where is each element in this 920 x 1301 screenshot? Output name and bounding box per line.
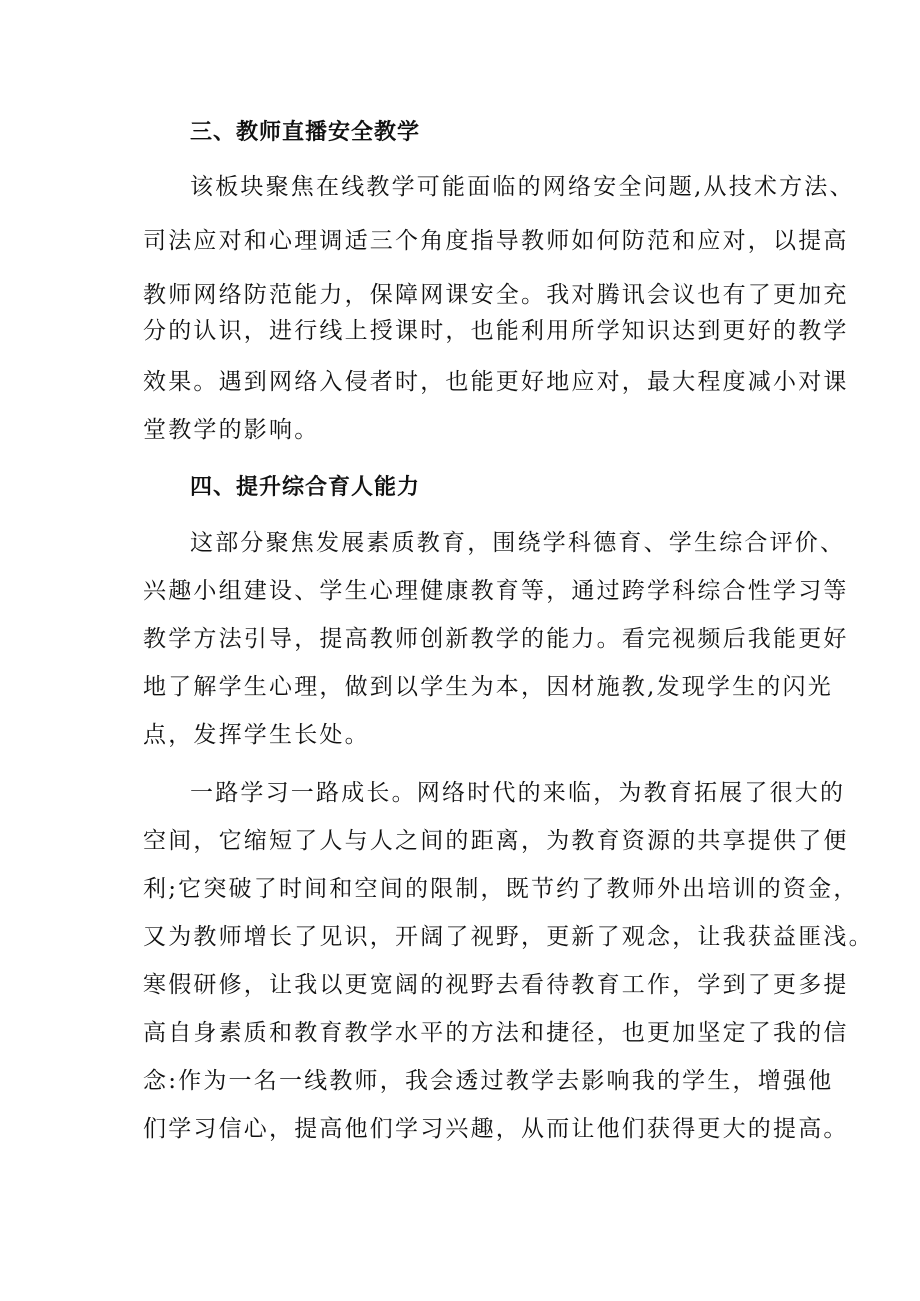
paragraph-line: 们学习信心，提高他们学习兴趣，从而让他们获得更大的提高。 (143, 1116, 849, 1142)
paragraph-line: 地了解学生心理，做到以学生为本，因材施教,发现学生的闪光 (143, 674, 833, 700)
paragraph-line: 又为教师增长了见识，开阔了视野，更新了观念，让我获益匪浅。 (143, 924, 874, 950)
paragraph-line: 利;它突破了时间和空间的限制，既节约了教师外出培训的资金， (143, 876, 859, 902)
paragraph-line: 空间，它缩短了人与人之间的距离，为教育资源的共享提供了便 (143, 828, 849, 854)
paragraph-line: 点，发挥学生长处。 (143, 722, 370, 748)
section-heading: 四、提升综合育人能力 (190, 475, 421, 500)
paragraph-line: 分的认识，进行线上授课时，也能利用所学知识达到更好的教学 (143, 318, 849, 344)
paragraph-line: 教师网络防范能力，保障网课安全。我对腾讯会议也有了更加充 (143, 282, 849, 308)
paragraph-line: 教学方法引导，提高教师创新教学的能力。看完视频后我能更好 (143, 626, 849, 652)
paragraph-line: 高自身素质和教育教学水平的方法和捷径，也更加坚定了我的信 (143, 1020, 849, 1046)
paragraph-line: 兴趣小组建设、学生心理健康教育等，通过跨学科综合性学习等 (143, 578, 849, 604)
paragraph-line: 念:作为一名一线教师，我会透过教学去影响我的学生，增强他 (143, 1068, 834, 1094)
paragraph-line: 效果。遇到网络入侵者时，也能更好地应对，最大程度减小对课 (143, 369, 849, 395)
paragraph-line: 寒假研修，让我以更宽阔的视野去看待教育工作，学到了更多提 (143, 972, 849, 998)
paragraph-line: 司法应对和心理调适三个角度指导教师如何防范和应对，以提高 (143, 228, 849, 254)
paragraph-line: 该板块聚焦在线教学可能面临的网络安全问题,从技术方法、 (190, 174, 855, 200)
paragraph-line: 一路学习一路成长。网络时代的来临，为教育拓展了很大的 (190, 780, 846, 806)
paragraph-line: 这部分聚焦发展素质教育，围绕学科德育、学生综合评价、 (190, 530, 846, 556)
section-heading: 三、教师直播安全教学 (190, 120, 421, 145)
paragraph-line: 堂教学的影响。 (143, 417, 320, 443)
